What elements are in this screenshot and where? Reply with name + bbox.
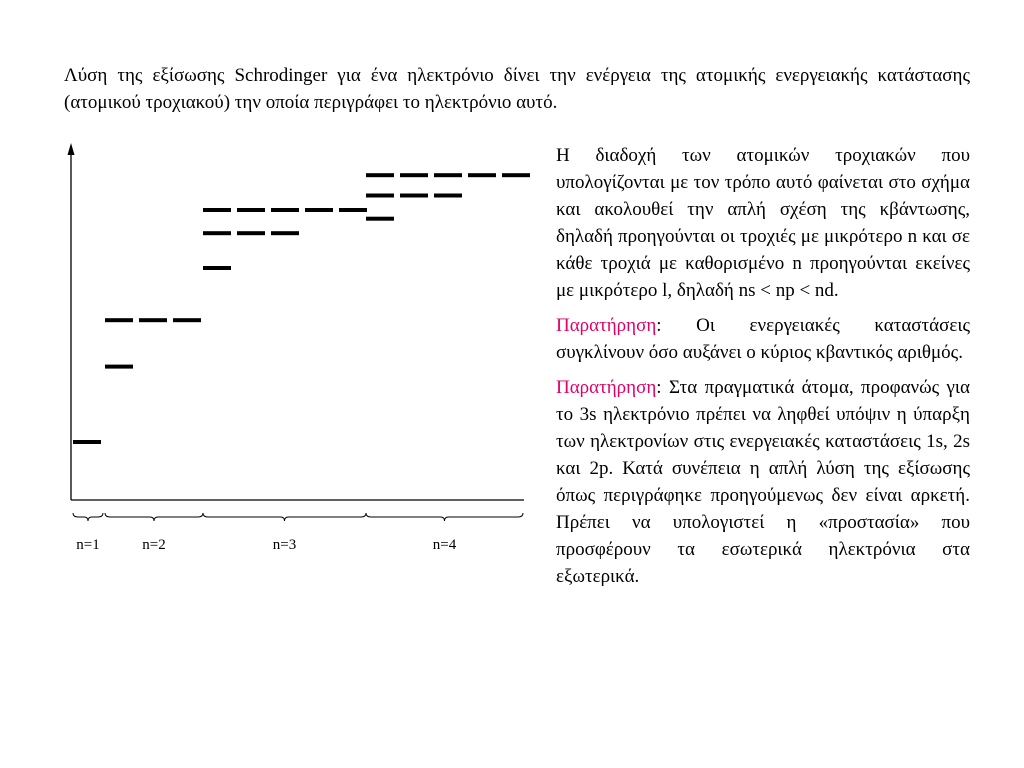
- orbital-3p-2: [237, 231, 265, 235]
- brace-n4: [366, 513, 523, 521]
- note-text: : Στα πραγματικά άτομα, προφανώς για το 3s ηλεκτρόνιο πρέπει να ληφθεί υπόψιν η ύπαρξη των ηλεκτρονίων στις ενεργειακές καταστάσεις 1s, 2s και 2p. Κατά συνέπεια η απλή λύση της εξίσωσης όπως περιγράφηκε προηγούμενως δεν είναι αρκετή. Πρέπει να υπολογιστεί η «προστασία» που προσφέρουν τα εσωτερικά ηλεκτρόνια στα εξωτερικά.: [556, 377, 970, 587]
- shell-label-n1: n=1: [76, 537, 100, 553]
- note-label: Παρατήρηση: [556, 315, 657, 336]
- orbital-4d-4: [468, 173, 496, 177]
- orbital-4d-1: [366, 173, 394, 177]
- orbital-2s-1: [105, 365, 133, 369]
- orbital-3p-1: [203, 231, 231, 235]
- energy-levels: [73, 173, 530, 444]
- arrowhead-icon: [68, 143, 75, 155]
- shell-braces: [73, 513, 523, 521]
- orbital-2p-3: [173, 318, 201, 322]
- shell-label-n2: n=2: [142, 537, 166, 553]
- brace-n2: [105, 513, 203, 521]
- orbital-3d-5: [339, 208, 367, 212]
- orbital-3d-3: [271, 208, 299, 212]
- shell-label-n4: n=4: [432, 537, 457, 553]
- orbital-4p-1: [366, 194, 394, 198]
- orbital-3p-3: [271, 231, 299, 235]
- shell-label-n3: n=3: [272, 537, 297, 553]
- orbital-1s-1: [73, 440, 101, 444]
- brace-n3: [203, 513, 366, 521]
- orbital-4d-3: [434, 173, 462, 177]
- orbital-4p-2: [400, 194, 428, 198]
- orbital-4p-3: [434, 194, 462, 198]
- orbital-2p-1: [105, 318, 133, 322]
- shell-labels: [76, 537, 456, 553]
- orbital-3d-2: [237, 208, 265, 212]
- orbital-3d-1: [203, 208, 231, 212]
- intro-text: Λύση της εξίσωσης Schrodinger για ένα ηλεκτρόνιο δίνει την ενέργεια της ατομικής ενεργειακής κατάστασης (ατομικού τροχιακού) την οποία περιγράφει το ηλεκτρόνιο αυτό.: [64, 65, 970, 113]
- orbital-3d-4: [305, 208, 333, 212]
- orbital-4d-2: [400, 173, 428, 177]
- orbital-4d-5: [502, 173, 530, 177]
- orbital-3s-1: [203, 266, 231, 270]
- brace-n1: [73, 513, 103, 521]
- orbital-4s-1: [366, 217, 394, 221]
- orbital-2p-2: [139, 318, 167, 322]
- paragraph-quantization: Η διαδοχή των ατομικών τροχιακών που υπολογίζονται με τον τρόπο αυτό φαίνεται στο σχήμα και ακολουθεί την απλή σχέση της κβάντωσης, δηλαδή προηγούνται οι τροχιές με μικρότερο n και σε κάθε τροχιά με καθορισμένο n προηγούνται εκείνες με μικρότερο l, δηλαδή ns < np < nd.: [556, 145, 970, 301]
- y-axis: [68, 143, 75, 500]
- note-label: Παρατήρηση: [556, 377, 657, 398]
- note-text: : Οι ενεργειακές καταστάσεις συγκλίνουν όσο αυξάνει ο κύριος κβαντικός αριθμός.: [556, 315, 970, 363]
